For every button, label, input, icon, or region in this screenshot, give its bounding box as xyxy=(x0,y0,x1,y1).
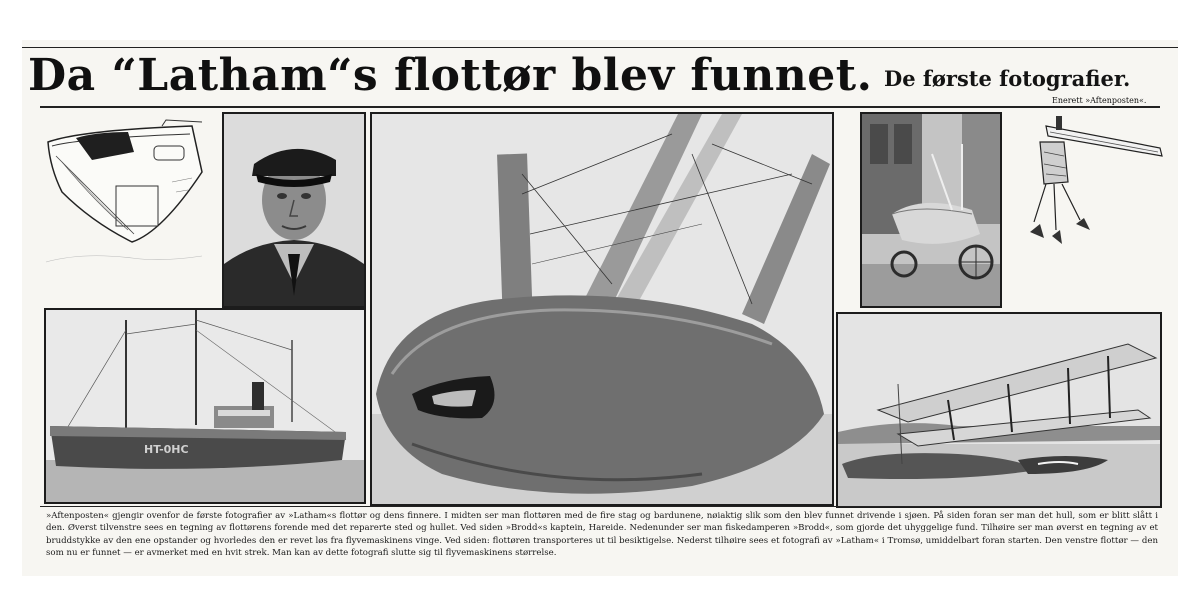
copyright-credit: Enerett »Aftenposten«. xyxy=(1052,96,1147,105)
strut-fragment-sketch xyxy=(1010,112,1170,252)
headline: Da “Latham“s flottør blev funnet. xyxy=(28,50,873,101)
hull-lettering: HT-0HC xyxy=(144,443,189,456)
captain-hareide-portrait xyxy=(222,112,366,308)
latham-aircraft-photo xyxy=(836,312,1162,508)
float-transport-photo xyxy=(860,112,1002,308)
photo-caption: »Aftenposten« gjengir ovenfor de første fotografier av »Latham«s flottør og dens finnere. I midten ser man flottøren med de fire stag og bardunene, nøiaktig slik som den blev funnet drivende i sjøen. På siden foran ser man det hull, som er blitt slått i den. Øverst tilvenstre sees en tegning av flottørens forende med det reparerte sted og hullet. Ved siden »Brodd«s kaptein, Hareide. Nedenunder ser man fiskedamperen »Brodd«, som gjorde det uhyggelige fund. Tilhøire ser man øverst en tegning av et bruddstykke av den ene opstander og hvorledes den er revet løs fra flyvemaskinens vinge. Ved siden: flottøren transporteres ut til besiktigelse. Nederst tilhøire sees et fotografi av »Latham« i Tromsø, umiddelbart foran starten. Den venstre flottør — den som nu er funnet — er avmerket med en hvit strek. Man kan av dette fotografi slutte sig til flyvemaskinens størrelse. xyxy=(46,511,1158,558)
headline-rule xyxy=(40,106,1160,108)
subheadline: De første fotografier. xyxy=(884,66,1131,91)
caption-rule xyxy=(40,506,1160,507)
float-front-sketch xyxy=(42,112,210,272)
fishing-steamer-brodd-photo xyxy=(44,308,366,504)
recovered-float-photo xyxy=(370,112,834,506)
top-rule xyxy=(22,47,1178,48)
